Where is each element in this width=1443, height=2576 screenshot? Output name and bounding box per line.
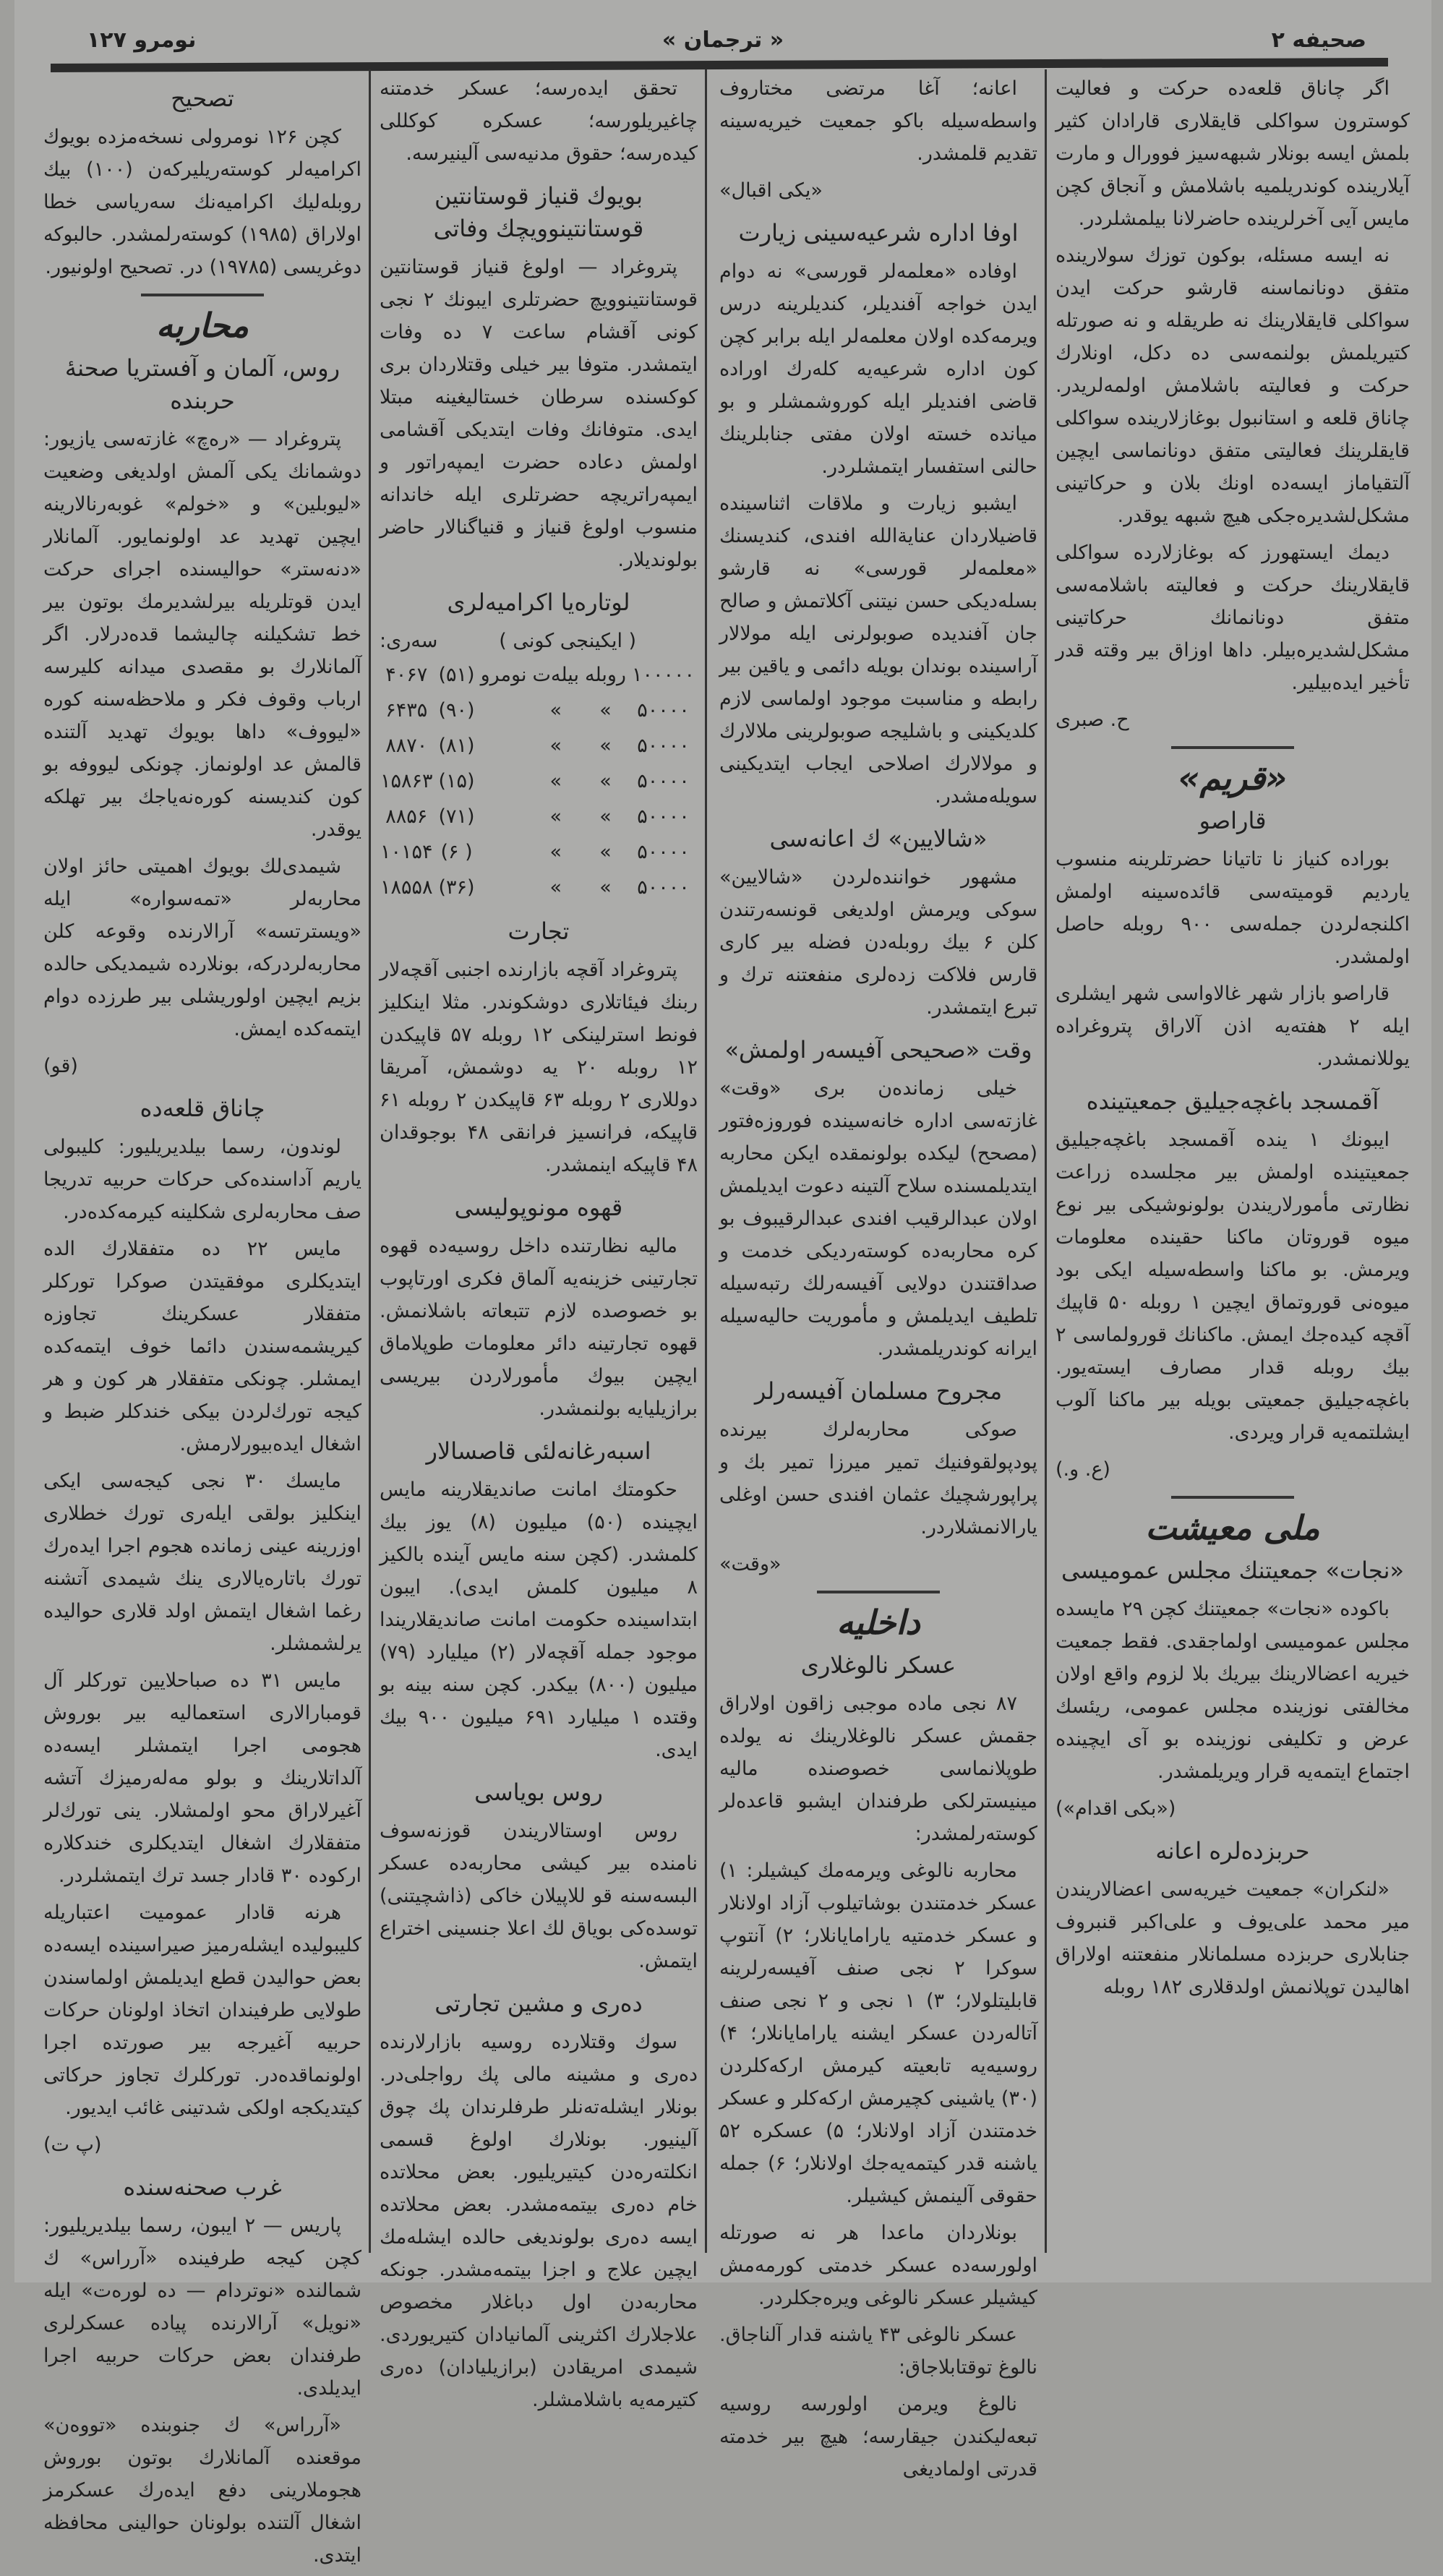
article-text: مشهور خواننده‌لردن «شالایین» سوکی ویرمش اولدیغی قونسه‌رتندن کلن ۶ بیك روبله‌دن فضله بیر کاری قارس فلاکت زده‌لری منفعتنه ترك و تبرع ایتمشدر. (719, 866, 1037, 1019)
article-text: پتروغراد — «رەچ» غازته‌سی یازیور: دوشمانك یکی آلمش اولدیغی وضعیت «لیوبلین» و «خولم» غوبه‌رنالارینه ایچین تهدید عد اولونمایور. آلمانلار «دنه‌ستر» حوالیسنده اجرای حرکت ایدن قوتلریله بیرلشدیرمك بوتون بیر خط تشکیلنه چالیشما قده‌درلار. اگر آلمانلارك بو مقصدی میدانه کلیرسه ارباب وقوف فکر و ملاحظه‌سنه کوره «لیووف» داها بویوك تهدید آلتنده قالمش عد اولونماز. چونکی لیووفه بو کون کندیسنه کوره‌نه‌یاجك بیر تهلکه یوقدر. (43, 428, 361, 841)
lottery-series: ۸۸۷۰ (385, 735, 428, 757)
lottery-ticket: » (549, 770, 562, 792)
article-text: «لنکران» جمعیت خیریه‌سی اعضالاریندن میر محمد علی‌یوف و علی‌اکبر قنبروف جنابلاری حربزده مسلمانلار منفعتنه اولاراق اهالیدن توپلانمش اولدقلاری ۱۸۲ روبله (1056, 1878, 1410, 1998)
lottery-unit: » (599, 805, 612, 828)
lottery-ticket: » (549, 876, 562, 899)
subheading: «شالایین» ك اعانه‌سی (769, 825, 988, 852)
newspaper-page (14, 0, 1431, 2567)
lottery-no: (۸۱) (438, 735, 475, 757)
signature: «یکی اقبال» (719, 179, 823, 202)
lottery-num (478, 693, 530, 728)
signature: ح. صبری (1056, 709, 1129, 731)
lottery-series: ۱۰۱۵۴ (380, 841, 433, 863)
lottery-amount: ۵۰۰۰۰ (637, 805, 690, 828)
subheading: روس، آلمان و آفستریا صحنهٔ حربنده (64, 354, 341, 414)
article-text: مایس ۲۲ ده متفقلارك الده ایتدیکلری موفقیتدن صوکرا توركلر متفقلار عسکرینك تجاوزه کیریشمه‌سندن دائما خوف ایتمه‌کده ایمشلر. چونکی متفقلار هر کون و هر کیجه تورك‌لردن بیکی خندکلر ضبط و اشغال ایده‌بیورلارمش. (43, 1238, 361, 1455)
lottery-amount: ۵۰۰۰۰ (637, 841, 690, 863)
article-text: هرنه قادار عمومیت اعتباریله کلیبولیده ایشله‌رمیز صیراسینده ایسه‌ده بعض حوالیدن قطع ایدیلمش اولماسندن طولایی طرفیندان اتخاذ اولونان حرکات حربیه آغیرجه بیر صورتده اجرا اولونماقده‌در. توركلرك تجاوز حرکاتی کیتدیکجه اولکی شدتینی غائب ایدیور. (43, 1901, 361, 2119)
lottery-series: ۱۸۵۵۸ (380, 876, 433, 899)
subheading: قاراصو (1199, 807, 1267, 834)
newspaper-title: « ترجمان » (661, 27, 784, 53)
lottery-no: ( ۶) (440, 841, 473, 863)
lottery-row (377, 799, 698, 834)
lottery-amount: ۱۰۰۰۰۰ (631, 664, 695, 686)
article-text: قاراصو بازار شهر غالاواسی شهر ایشلری ایله ۲ هفته‌یه اذن آلاراق پتروغراده یوللانمشدر. (1056, 983, 1410, 1070)
lottery-unit: » (599, 699, 612, 722)
article-text: حکومتك امانت صاندیقلارینه مایس ایچینده (۵۰) میلیون (۸) یوز بیك کلمشدر. (کچن سنه مایس آینده بالکیز ۸ میلیون کلمش ایدی). ایبون ابتداسینده حکومت امانت صاندیقلاریندا موجود جمله آقچه‌لار (۲) میلیارد (۷۹) میلیون (۸۰۰) بیکدر. کچن سنه بینه بو وقتده ۱ میلیارد ۶۹۱ میلیون ۹۰۰ بیك ایدی. (380, 1479, 698, 1761)
article-text: ایشبو زیارت و ملاقات اثناسینده قاضیلاردان عنایةالله افندی، کندیسنك «معلمه‌لر قورسی» نه قارشو بسله‌دیکی حسن نیتنی آکلاتمش و صالح جان آفندیده صوبولرنی ایله مولالار آراسینده بوندان بویله دائمی و یاقین بیر رابطه و مناسبت موجود اولماسی لازم کلدیکینی و باشلیجه صوبولرینی ملالارك و مولالارك اصلاحی ایجاب ایتدیکینی سویله‌مشدر. (719, 492, 1037, 808)
lottery-num (478, 870, 530, 905)
subheading: ده‌ری و مشین تجارتی (434, 1990, 643, 2017)
lottery-no: (۳۶) (438, 876, 475, 899)
section-heading-milli: ملی معیشت (1145, 1508, 1320, 1547)
subheading: وقت «صحیحی آفیسه‌ر اولمش» (724, 1036, 1032, 1064)
article-text: نالوغ ویرمن اولورسه روسیه تبعه‌لیکندن جیقارسه؛ هیچ بیر خدمته قدرتی اولمادیغی (719, 2393, 1037, 2481)
subheading: حربزده‌لره اعانه (1155, 1837, 1310, 1865)
column-2 (719, 72, 1037, 2490)
lottery-ticket: » (549, 735, 562, 757)
column-divider (1045, 69, 1047, 2253)
lottery-series: ۶۴۳۵ (385, 699, 428, 722)
lottery-unit: » (599, 841, 612, 863)
lottery-unit: روبله (584, 664, 626, 686)
article-text: باکوده «نجات» جمعیتنك کچن ۲۹ مایسده مجلس عمومیسی اولماجقدی. فقط جمعیت خیریه اعضالارینك بیریك بلا لزوم واقع اولان مخالفتی نوزینده مجلس عمومی، ریئسك عرض و تکلیفی نوزینده بو آی ایچینده اجتماع ایتمه‌یه قرار ویریلمشدر. (1056, 1598, 1410, 1783)
article-text: اگر چاناق قلعه‌ده حرکت و فعالیت کوسترون سواکلی قایقلاری قارادان کثیر بلمش ایسه بونلار شبهه‌سیز فوورال و مارت آیلارینده کوندریلمیه باشلامش و آنجاق کچن مایس آیی آخرلرینده حاضرلانا بیلمشلردر. (1056, 77, 1410, 230)
divider (1171, 746, 1294, 749)
article-text: اعانه؛ آغا مرتضی مختاروف واسطه‌سیله باکو جمعیت خیریه‌سینه تقدیم قلمشدر. (719, 77, 1037, 165)
subheading: «نجات» جمعیتنك مجلس عمومیسی (1061, 1557, 1405, 1584)
section-heading-qirim: «قریم» (1178, 758, 1288, 797)
article-text: صوکی محاربه‌لرك بیرنده پودپولقوفنیك تمیر میرزا تمیر بك و پراپورشچیك عثمان افندی حسن اوغلی یارالانمشلاردر. (719, 1418, 1037, 1539)
subheading: تصحیح (171, 85, 234, 112)
article-text: پاریس — ۲ ایبون، رسما بیلدیریلیور: کچن کیجه طرفینده «آرراس» ك شمالنده «نوتردام — ده لورەت» ایله «نویل» آرالارنده پیاده عسکرلری طرفندان بعض حرکات حربیه اجرا ایدیلدی. (43, 2215, 361, 2400)
article-text: کچن ۱۲۶ نومرولی نسخه‌مزده بویوك اکرامیه‌لر کوسته‌ریلیرکه‌ن (۱۰۰) بیك روبله‌لیك اکرامیه‌نك سه‌ریاسی خطا اولاراق (۱۹۸۵) کوسته‌رلمشدر. حالبوکه دوغریسی (۱۹۷۸۵) در. تصحیح اولونیور. (43, 126, 361, 278)
article-text: نه ایسه مسئله، بوکون توزك سولارینده متفق دونانماسنه قارشو حرکت ایدن سواکلی قایقلارینك نه طریقله و نه صورتله کتیریلمش بولنمه‌سی ده دکل، اونلارك حرکت و فعالیته باشلامش اولمه‌لریدر. چاناق قلعه و استانبول بوغازلارینده سواکلی قایقلرینك فعالیتی متفق دونانماسی ایچین آلتقیاماز ایسه‌ده اونك بلان و حرکاتینی مشکل‌لشدیره‌جکی هیچ شبهه یوقدر. (1056, 244, 1410, 527)
article-text: «آرراس» ك جنوبنده «تووەن» موقعنده آلمانلارك بوتون بوروش هجوملارینی دفع ایده‌رك عسکرمز اشغال آلتنده بولونان حوالینی محافظه ایتدی. (43, 2414, 361, 2567)
column-4 (43, 72, 361, 2576)
issue-number: نومرو ۱۲۷ (87, 27, 197, 53)
lottery-series: ۸۸۵۶ (385, 805, 428, 828)
article-text: بونلاردان ماعدا هر نه صورتله اولورسه‌ده عسکر خدمتی کورمه‌مش کیشیلر عسکر نالوغی ویره‌جکلردر. (719, 2222, 1037, 2309)
masthead-rule (51, 58, 1388, 72)
page-number: صحیفه ۲ (1271, 27, 1366, 53)
lottery-series: ۴۰۶۷ (385, 664, 428, 686)
article-text: محاربه نالوغی ویرمه‌مك کیشیلر: ۱) عسکر خدمتندن بوشاتیلوب آزاد اولانلار و عسکر خدمتیه یارامایانلار؛ ۲) آنتوپ سوکرا ۲ نجی صنف آفیسه‌رلرینه قابلیتلولار؛ ۳) ۱ نجی و ۲ نجی صنف آتاله‌ردن عسکر ایشنه یارامایانلار؛ ۴) روسیه‌یه تابعیته کیرمش ارکه‌کلردن (۳۰) یاشینی کچیرمش ارکه‌کلر و عسکر خدمتندن آزاد اولانلار؛ ۵) عسکره ۵۲ یاشنه قدر کیتمه‌یه‌جك اولانلار؛ ۶) جمله حقوقی آلینمش کیشیلر. (719, 1860, 1037, 2207)
lottery-ticket: » (549, 841, 562, 863)
subheading: غرب صحنه‌سنده (123, 2173, 282, 2201)
lottery-day: ( ایکینجی کونی ) (499, 630, 637, 652)
lottery-subheader (380, 625, 698, 657)
lottery-row (377, 870, 698, 905)
lottery-row (377, 657, 698, 693)
lottery-unit: » (599, 770, 612, 792)
section-heading-war: محاربه (155, 306, 249, 345)
article-text: ۸۷ نجی ماده موجبی زاقون اولاراق جقمش عسکر نالوغلارینك نه یولده طوپلانماسی خصوصنده مالیه مینیسترلکی طرفندان ایشبو قاعده‌لر کوسته‌رلمشدر: (719, 1693, 1037, 1845)
lottery-amount: ۵۰۰۰۰ (637, 699, 690, 722)
lottery-no: (۹۰) (438, 699, 475, 722)
article-text: مایس ۳۱ ده صباحلایین توركلر آل قومبارالاری استعمالیه بیر بوروش هجومی اجرا ایتمشلر ایسه‌ده آلداتلارینك و بولو مه‌له‌رمیزك آتشه آغیرلاراق محو اولمشلار. ینی تورك‌لر متفقلارك اشغال ایتدیکلری خندکلاره ارکوده ۳۰ قادار جسد ترك ایتمشلردر. (43, 1669, 361, 1887)
article-text: ایبونك ۱ ینده آقمسجد باغچه‌جیلیق جمعیتینده اولمش بیر مجلسده زراعت نظارتی مأمورلاریندن بولونوشیکی بیر نوع میوه قوروتان ماکنا حقینده معلومات ویرمش. بو ماکنا واسطه‌سیله ایکی بود میوه‌نی قوروتماق ایچین ۱ روبله ۵۰ قاپیك آقچه کیده‌جك ایمش. ماکنانك قورولماسی ۲ بیك روبله قدار مصارف ایسته‌یور. باغچه‌جیلیق جمعیتی بویله بیر ماکنا آلوب ایشلتمه‌یه قرار ویردی. (1056, 1129, 1410, 1444)
signature: (قو) (43, 1055, 78, 1077)
lottery-num: نومرو (480, 664, 527, 686)
subheading: اوفا اداره شرعیه‌سینی زیارت (738, 219, 1019, 247)
column-divider (369, 69, 371, 2253)
lottery-row (377, 693, 698, 728)
column-1 (1056, 72, 1410, 2008)
lottery-table (377, 657, 698, 905)
subheading: لوتاره‌یا اکرامیه‌لری (447, 589, 630, 616)
subheading: روس بویاسی (474, 1779, 603, 1806)
article-text: تحقق ایده‌رسه؛ عسکر خدمتنه چاغیریلورسه؛ عسکره کوکللی کیده‌رسه؛ حقوق مدنیه‌سی آلینیرسه. (380, 77, 698, 165)
divider (1171, 1496, 1294, 1499)
article-text: سوك وقتلارده روسیه بازارلارنده دەری و مشینه مالی پك رواجلی‌در. بونلار ایشله‌ته‌نلر طرفلرندان پك چوق آلینیور. بونلارك اولوغ قسمی انکلته‌رەدن کیتیریلیور. بعض محلاتده خام دەری بیتمه‌مشدر. بعض محلاتده ایسه دەری بولوندیغی حالده ایشله‌مك ایچین علاج و اجزا بیتمه‌مشدر. جونکه محاربه‌دن اول دباغلار مخصوص علاجلارك اکثرینی آلمانیادان کتیریوردی. شیمدی امریقادن (برازیلیادان) دەری کتیرمه‌یه باشلامشلر. (380, 2031, 698, 2411)
subheading: قهوه مونوپولیسی (454, 1194, 623, 1221)
divider (141, 294, 264, 296)
lottery-unit: » (599, 735, 612, 757)
article-text: مایسك ۳۰ نجی کیجه‌سی ایکی اینکلیز بولقی ایله‌ری تورك خطلاری اوزرینه عینی زمانده هجوم اجرا ایده‌رك تورك باتارەیالاری ینك شیمدی آتشنه رغما اشغال ایتمش اولد قلاری حوالیده یرلشمشلر. (43, 1470, 361, 1655)
signature: (پ ت) (43, 2134, 102, 2156)
signature: (ع. و.) (1056, 1458, 1110, 1481)
signature: «وقت» (719, 1553, 782, 1575)
subheading: عسکر نالوغلاری (800, 1651, 956, 1679)
article-text: بوراده کنیاز نا تاتیانا حضرتلرینه منسوب یاردیم قومیته‌سی قائده‌سینه اولمش اکلنجه‌لردن جمله‌سی ۹۰۰ روبله حاصل اولمشدر. (1056, 848, 1410, 968)
lottery-ticket: » (549, 805, 562, 828)
subheading: اسبه‌رغانه‌لئی قاصسالار (426, 1437, 651, 1465)
article-text: پتروغراد — اولوغ قنیاز قوستانتین قوستانتینوویچ حضرتلری ایبونك ۲ نجی کونی آقشام ساعت ۷ ده وفات ایتمشدر. متوفا بیر خیلی وقتلاردان بری کوکسنده سرطان خستالیغینه مبتلا ایدی. متوفانك وفات ایتدیکی آقشامی اولمش دعاده حضرت ایمپه‌راتور و ایمپه‌راتریچه حضرتلری ایله خاندانه منسوب اولوغ قنیاز و قنیاگنالار حاضر بولوندیلار. (380, 256, 698, 571)
lottery-unit: » (599, 876, 612, 899)
subheading: مجروح مسلمان آفیسه‌رلر (754, 1377, 1003, 1405)
subheading: تجارت (508, 917, 570, 945)
lottery-row (377, 728, 698, 763)
article-text: لوندون، رسما بیلدیریلیور: کلیبولی یاریم آداسنده‌کی حرکات حربیه تدریجا صف محاربه‌لری شکلینه کیرمه‌کده‌در. (43, 1136, 361, 1223)
column-3 (380, 72, 698, 2421)
article-text: خیلی زمانده‌ن بری «وقت» غازته‌سی اداره خانه‌سینده فوروزه‌فتور (مصحح) لیکده بولونمقده ایکن محاربه ایتدیلمسنده سلاح آلتینه دعوت ایدیلمش اولان عبدالرقیب افندی عبدالرقیبوف بو کره محاربه‌ده کوسته‌ردیکی خدمت و صداقتندن دولایی آفیسه‌رلك رتبه‌سیله تلطیف ایدیلمش و مأموریت حالیه‌سیله ایرانه کوندریلمشدر. (719, 1077, 1037, 1360)
lottery-series: ۱۵۸۶۳ (380, 770, 433, 792)
article-text: شیمدی‌لك بویوك اهمیتی حائز اولان محاربه‌لر «تمه‌سواره» ایله «ویسترتسه» آرالارنده وقوعه کلن محاربه‌لردرکه، بونلارده شیمدیکی حالده بزیم ایچین اولوریشلی بیر طرزده دوام ایتمه‌کده ایمش. (43, 855, 361, 1040)
lottery-amount: ۵۰۰۰۰ (637, 735, 690, 757)
subheading: آقمسجد باغچه‌جیلیق جمعیتینده (1086, 1087, 1379, 1115)
lottery-no: (۷۱) (438, 805, 475, 828)
divider (817, 1591, 940, 1593)
article-text: اوفاده «معلمه‌لر قورسی» نه دوام ایدن خواجه آفندیلر، کندیلرینه درس ویرمه‌کده اولان معلمه‌لر ایله برابر کچن کون اداره شرعیه‌یه کله‌رك اوراده قاضی افندیلر ایله کوروشمشلر و بو میانده خسته اولان مفتی جنابلرینك حالنی استفسار ایتمشلردر. (719, 260, 1037, 478)
lottery-num (478, 834, 530, 870)
subheading: چاناق قلعه‌ده (140, 1095, 265, 1122)
article-text: دیمك ایستهورز که بوغازلارده سواکلی قایقلارینك حرکت و فعالیته باشلامه‌سی متفق دونانمانك حرکاتینی مشکل‌لشدیره‌بیلر. داها اوزاق بیر وقته قدر تأخیر ایده‌بیلیر. (1056, 542, 1410, 694)
lottery-ticket: بیله‌ت (532, 664, 579, 686)
lottery-row (377, 763, 698, 799)
lottery-no: (۱۵) (438, 770, 475, 792)
article-text: عسکر نالوغی ۴۳ یاشنه قدار آلناجاق. نالوغ توقتابلاجاق: (719, 2324, 1037, 2379)
article-text: روس اوستالاریندن قوزنه‌سوف نامنده بیر کیشی محاربه‌ده عسکر البسه‌سنه قو للاپیلان خاکی (ذاشچیتنی) توسده‌کی بویاق لك اعلا جنسینی اختراع ایتمش. (380, 1820, 698, 1972)
lottery-num (478, 728, 530, 763)
lottery-num (478, 799, 530, 834)
article-text: مالیه نظارتنده داخل روسیه‌ده قهوه تجارتینی خزینه‌یه آلماق فکری اورتاپوب بو خصوصده لازم تتبعاته باشلانمش. قهوه تجارتینه دائر معلومات طوپلاماق ایچین بیوك مأمورلاردن بیریسی برازیلیایه بولنمشدر. (380, 1235, 698, 1420)
article-text: پتروغراد آقچه بازارنده اجنبی آقچه‌لار ربنك فیئاتلاری دوشکوندر. مثلا اینکلیز فونط استرلینکی ۱۲ روبله ۵۷ قاپیکدن ۱۲ روبله ۲۰ یه دوشمش، آمریقا دوللاری ۲ روبله ۶۳ قاپیکدن ۲ روبله ۶۱ قاپیکه، فرانسیز فرانقی ۴۸ بوجوقدان ۴۸ قاپیکه اینمشدر. (380, 959, 698, 1176)
lottery-num (478, 763, 530, 799)
masthead (58, 27, 1388, 56)
lottery-row (377, 834, 698, 870)
lottery-ticket: » (549, 699, 562, 722)
lottery-no: (۵۱) (438, 664, 475, 686)
section-heading-dakhiliye: داخلیه (836, 1603, 920, 1642)
lottery-amount: ۵۰۰۰۰ (637, 876, 690, 899)
column-divider (705, 69, 707, 2253)
lottery-series-label: سه‌ری: (380, 630, 438, 652)
subheading: بویوك قنیاز قوستانتین قوستانتینوویچك وفاتی (433, 182, 644, 242)
signature: («بکی اقدام») (1056, 1797, 1176, 1820)
lottery-amount: ۵۰۰۰۰ (637, 770, 690, 792)
